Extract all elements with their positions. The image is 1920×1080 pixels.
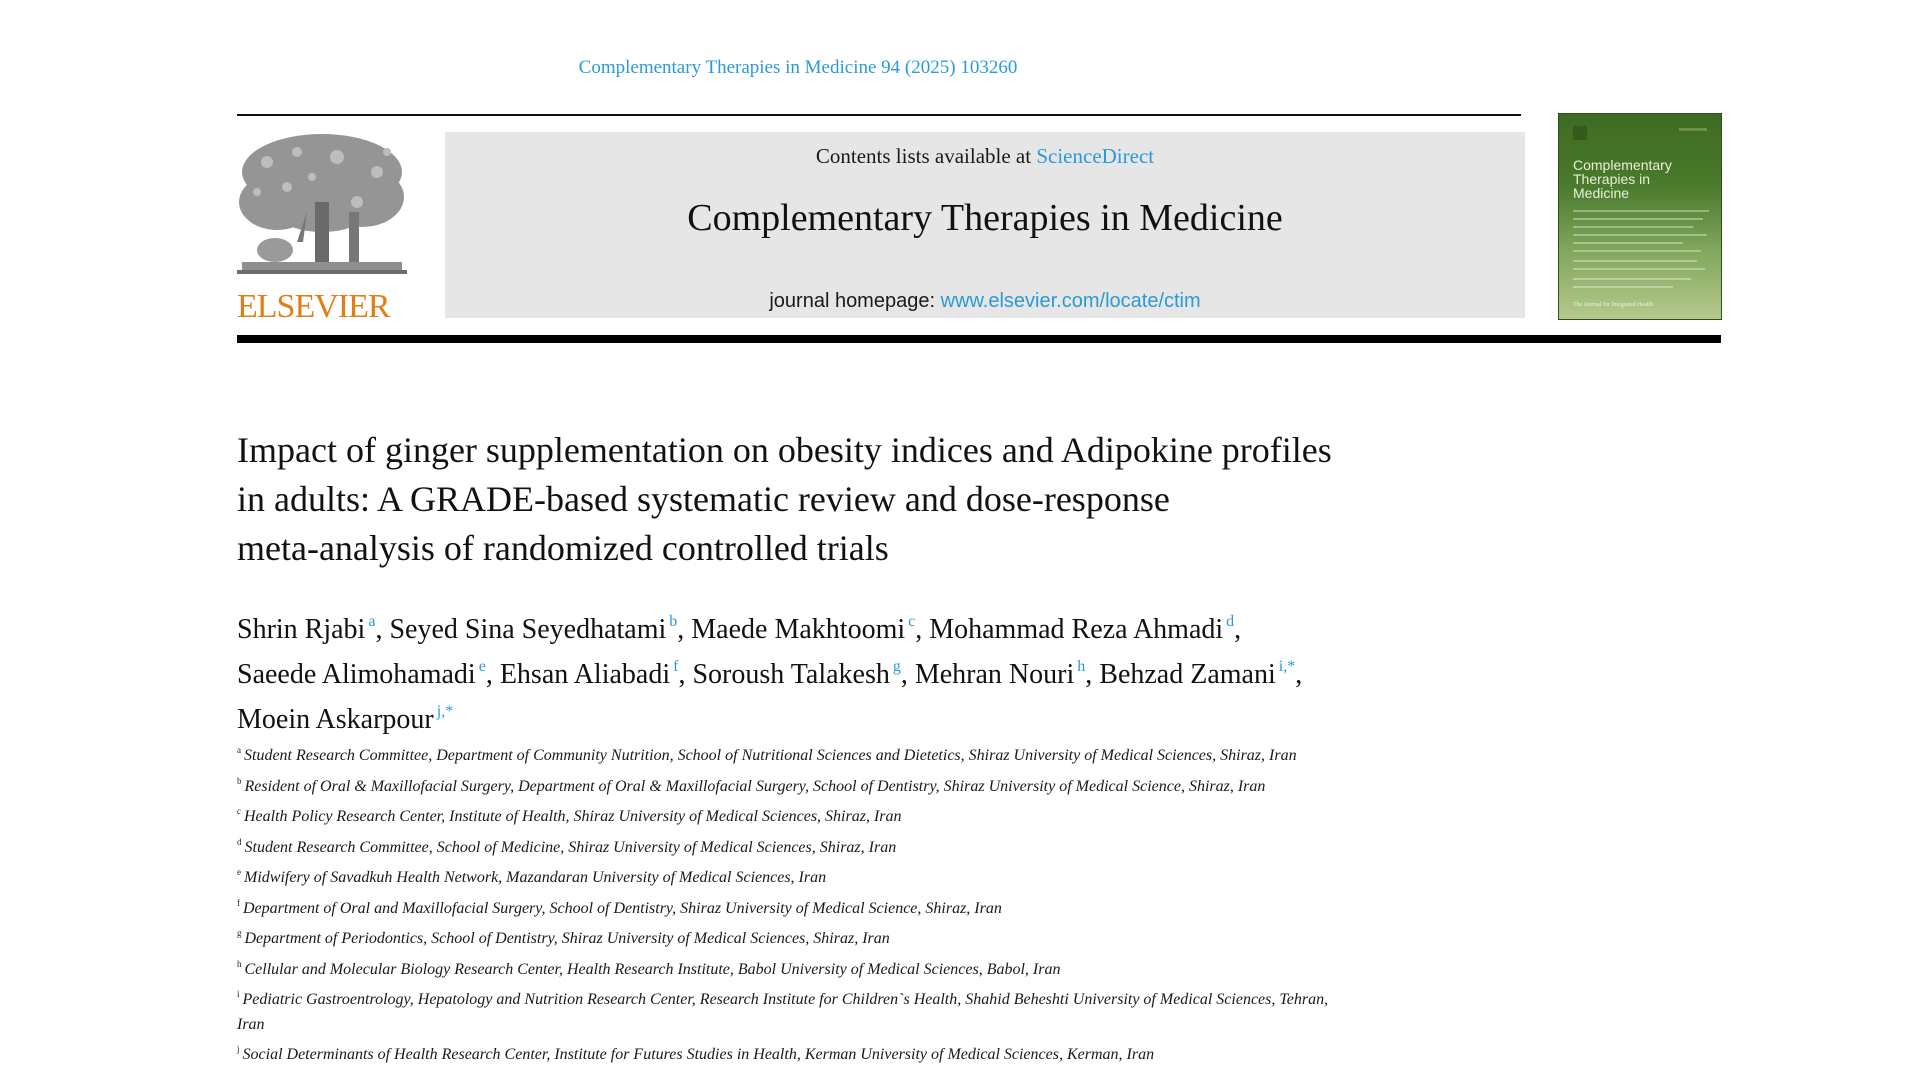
affiliation-marker[interactable]: i,* xyxy=(1278,658,1296,675)
cover-text-line xyxy=(1573,242,1683,244)
affiliation-text: Midwifery of Savadkuh Health Network, Mazandaran University of Medical Sciences, Iran xyxy=(244,869,827,886)
affiliation-marker[interactable]: h xyxy=(1077,658,1086,675)
journal-citation-header[interactable]: Complementary Therapies in Medicine 94 (2025) 103260 xyxy=(578,57,1018,78)
article-title-line: meta-analysis of randomized controlled trials xyxy=(237,528,889,568)
affiliation-item xyxy=(237,921,1567,952)
affiliation-text: Student Research Committee, Department of Community Nutrition, School of Nutritional Sciences and Dietetics, Shiraz University of Medical Sciences, Shiraz, Iran xyxy=(244,747,1297,764)
cover-text-line xyxy=(1573,234,1707,236)
affiliation-marker[interactable]: b xyxy=(669,613,678,630)
cover-title-line: Therapies in xyxy=(1573,171,1651,187)
affiliation-item xyxy=(237,799,1567,830)
affiliation-key: f xyxy=(237,897,240,908)
contents-availability-line xyxy=(445,144,1525,169)
header-bottom-rule xyxy=(237,335,1721,343)
journal-header-box xyxy=(445,132,1525,318)
author-row xyxy=(237,693,1567,738)
affiliation-item-continuation: Iran xyxy=(237,1015,265,1033)
author-name: Mohammad Reza Ahmadi xyxy=(929,614,1224,645)
affiliation-item xyxy=(237,982,1567,1013)
affiliation-text: Health Policy Research Center, Institute of Health, Shiraz University of Medical Sciences, Shiraz, Iran xyxy=(244,808,902,825)
cover-text-line xyxy=(1573,250,1701,252)
cover-text-line xyxy=(1573,278,1691,280)
affiliation-marker[interactable]: a xyxy=(368,613,376,630)
affiliation-marker[interactable]: f xyxy=(673,658,679,675)
cover-elsevier-icon xyxy=(1573,126,1587,140)
affiliation-item xyxy=(237,891,1567,922)
author-name: Mehran Nouri xyxy=(914,659,1075,690)
cover-title-line: Complementary xyxy=(1573,157,1672,173)
cover-text-line xyxy=(1573,218,1703,220)
affiliation-item xyxy=(237,769,1567,800)
article-title-line: in adults: A GRADE-based systematic review and dose-response xyxy=(237,479,1170,519)
author-name: Behzad Zamani xyxy=(1099,659,1276,690)
article-title-line: Impact of ginger supplementation on obesity indices and Adipokine profiles xyxy=(237,430,1332,470)
cover-text-line xyxy=(1573,286,1673,288)
sciencedirect-link[interactable]: ScienceDirect xyxy=(1036,144,1155,168)
cover-text-line xyxy=(1573,260,1697,262)
affiliation-marker[interactable]: j,* xyxy=(436,703,454,720)
affiliation-marker[interactable]: c xyxy=(908,613,916,630)
affiliation-key: h xyxy=(237,958,242,969)
affiliation-item xyxy=(237,830,1567,861)
journal-homepage-link[interactable]: www.elsevier.com/locate/ctim xyxy=(940,290,1201,312)
author-name: Maede Makhtoomi xyxy=(691,614,906,645)
elsevier-wordmark: ELSEVIER xyxy=(237,288,390,325)
cover-title xyxy=(1573,158,1713,200)
journal-cover-thumbnail xyxy=(1558,113,1722,320)
affiliation-key: g xyxy=(237,928,242,938)
author-name: Seyed Sina Seyedhatami xyxy=(389,614,667,645)
author-row: Shrin Rjabi $^a$, Seyed Sina Seyedhatami $^b$, Maede Makhtoomi $^c$, Mohammad Reza Ahmadi $^d$, xyxy=(237,613,1242,645)
affiliation-key: i xyxy=(237,989,240,999)
affiliation-text: Student Research Committee, School of Medicine, Shiraz University of Medical Sciences, Shiraz, Iran xyxy=(244,838,897,856)
cover-divider xyxy=(1573,210,1709,212)
affiliation-text: Social Determinants of Health Research Center, Institute for Futures Studies in Health, Kerman University of Medical Sciences, Kerman, Iran xyxy=(242,1046,1155,1063)
author-name: Saeede Alimohamadi xyxy=(237,659,476,690)
affiliation-key: a xyxy=(237,745,241,755)
journal-title: Complementary Therapies in Medicine xyxy=(687,197,1283,239)
affiliation-item xyxy=(237,952,1567,983)
article-title xyxy=(237,426,1567,573)
affiliation-text: Pediatric Gastroentrology, Hepatology and Nutrition Research Center, Research Institute for Children`s Health, Shahid Beheshti University of Medical Sciences, Tehran, xyxy=(242,991,1329,1008)
cover-title-line: Medicine xyxy=(1573,185,1630,201)
affiliation-text: Resident of Oral & Maxillofacial Surgery, Department of Oral & Maxillofacial Surgery, School of Dentistry, Shiraz University of Medical Science, Shiraz, Iran xyxy=(244,777,1266,795)
affiliation-marker[interactable]: g xyxy=(892,658,901,675)
affiliation-text: Department of Periodontics, School of Dentistry, Shiraz University of Medical Sciences, Shiraz, Iran xyxy=(244,930,890,947)
affiliation-marker[interactable]: e xyxy=(478,658,486,675)
affiliation-key: b xyxy=(237,775,242,786)
affiliation-item xyxy=(237,1037,1567,1068)
author-name: Soroush Talakesh xyxy=(692,659,890,690)
affiliation-key: d xyxy=(237,836,242,847)
author-name: Moein Askarpour xyxy=(237,704,434,735)
affiliation-item xyxy=(237,860,1567,891)
affiliation-item xyxy=(237,738,1567,769)
author-list xyxy=(237,603,1567,738)
cover-text-line xyxy=(1573,226,1693,228)
cover-issn-mark xyxy=(1679,128,1707,131)
author-name: Shrin Rjabi xyxy=(237,614,366,645)
affiliation-text: Department of Oral and Maxillofacial Surgery, School of Dentistry, Shiraz University of Medical Science, Shiraz, Iran xyxy=(243,899,1002,917)
affiliation-key: e xyxy=(237,867,241,877)
affiliation-key: j xyxy=(237,1044,240,1054)
journal-homepage-line xyxy=(445,290,1525,313)
author-name: Ehsan Aliabadi xyxy=(499,659,671,690)
cover-text-line xyxy=(1573,268,1705,270)
cover-tagline: The Journal for Integrated Health xyxy=(1573,302,1654,308)
author-row: Saeede Alimohamadi $^e$, Ehsan Aliabadi $^f$, Soroush Talakesh $^g$, Mehran Nouri $^h$, Behzad Zamani $^{i,*}$, xyxy=(237,658,1303,690)
header-top-rule xyxy=(237,114,1521,116)
affiliation-marker[interactable]: d xyxy=(1226,613,1235,630)
affiliation-text: Cellular and Molecular Biology Research Center, Health Research Institute, Babol University of Medical Sciences, Babol, Iran xyxy=(244,960,1061,978)
affiliation-key: c xyxy=(237,806,241,816)
homepage-prefix: journal homepage: xyxy=(769,290,941,312)
contents-prefix: Contents lists available at xyxy=(815,144,1037,168)
affiliation-list xyxy=(237,738,1567,1068)
